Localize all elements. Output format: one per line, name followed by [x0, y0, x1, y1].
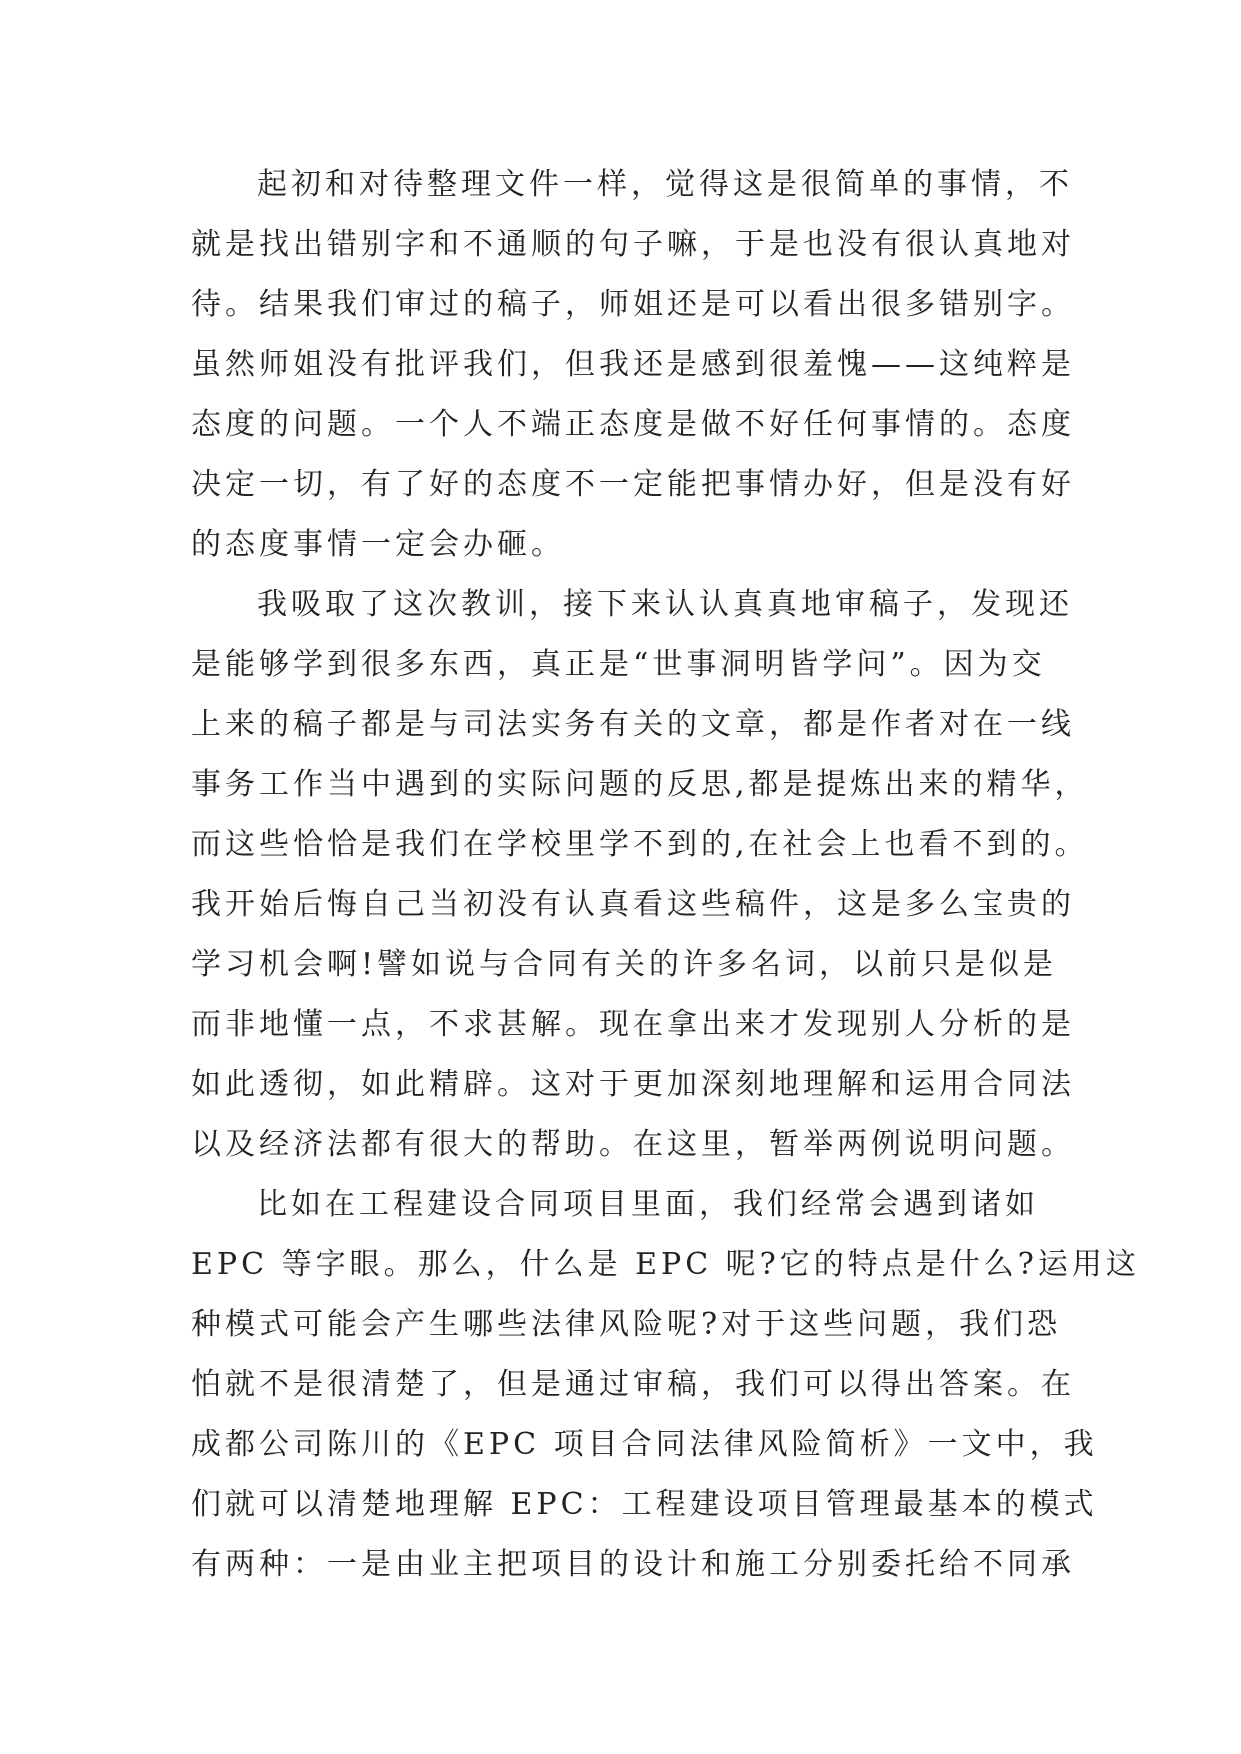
paragraph — [191, 575, 1089, 1175]
text-line: 怕就不是很清楚了，但是通过审稿，我们可以得出答案。在 — [191, 1367, 1075, 1402]
text-line: 起初和对待整理文件一样，觉得这是很简单的事情，不 — [257, 167, 1073, 202]
text-line: 学习机会啊!譬如说与合同有关的许多名词，以前只是似是 — [191, 947, 1058, 982]
text-line: 有两种：一是由业主把项目的设计和施工分别委托给不同承 — [191, 1547, 1075, 1582]
text-line: 的态度事情一定会办砸。 — [191, 527, 565, 562]
text-line: 态度的问题。一个人不端正态度是做不好任何事情的。态度 — [191, 407, 1075, 442]
text-line: 待。结果我们审过的稿子，师姐还是可以看出很多错别字。 — [191, 287, 1075, 322]
text-line: 而这些恰恰是我们在学校里学不到的,在社会上也看不到的。 — [191, 827, 1089, 862]
document-body — [191, 155, 1140, 1595]
text-line: 虽然师姐没有批评我们，但我还是感到很羞愧——这纯粹是 — [191, 347, 1075, 382]
text-line: 我吸取了这次教训，接下来认认真真地审稿子，发现还 — [257, 587, 1073, 622]
text-line: 们就可以清楚地理解 EPC：工程建设项目管理最基本的模式 — [191, 1487, 1098, 1522]
text-line: 上来的稿子都是与司法实务有关的文章，都是作者对在一线 — [191, 707, 1075, 742]
text-line: 决定一切，有了好的态度不一定能把事情办好，但是没有好 — [191, 467, 1075, 502]
paragraph — [191, 155, 1075, 575]
text-line: 成都公司陈川的《EPC 项目合同法律风险简析》一文中，我 — [191, 1427, 1098, 1462]
text-line: 是能够学到很多东西，真正是“世事洞明皆学问”。因为交 — [191, 647, 1046, 682]
text-line: 种模式可能会产生哪些法律风险呢?对于这些问题，我们恐 — [191, 1307, 1062, 1342]
text-line: 我开始后悔自己当初没有认真看这些稿件，这是多么宝贵的 — [191, 887, 1075, 922]
text-line: 比如在工程建设合同项目里面，我们经常会遇到诸如 — [257, 1187, 1039, 1222]
text-line: EPC 等字眼。那么，什么是 EPC 呢?它的特点是什么?运用这 — [191, 1247, 1140, 1282]
text-line: 以及经济法都有很大的帮助。在这里，暂举两例说明问题。 — [191, 1127, 1075, 1162]
paragraph — [191, 1175, 1140, 1595]
text-line: 事务工作当中遇到的实际问题的反思,都是提炼出来的精华， — [191, 767, 1089, 802]
text-line: 而非地懂一点，不求甚解。现在拿出来才发现别人分析的是 — [191, 1007, 1075, 1042]
text-line: 就是找出错别字和不通顺的句子嘛，于是也没有很认真地对 — [191, 227, 1075, 262]
text-line: 如此透彻，如此精辟。这对于更加深刻地理解和运用合同法 — [191, 1067, 1075, 1102]
